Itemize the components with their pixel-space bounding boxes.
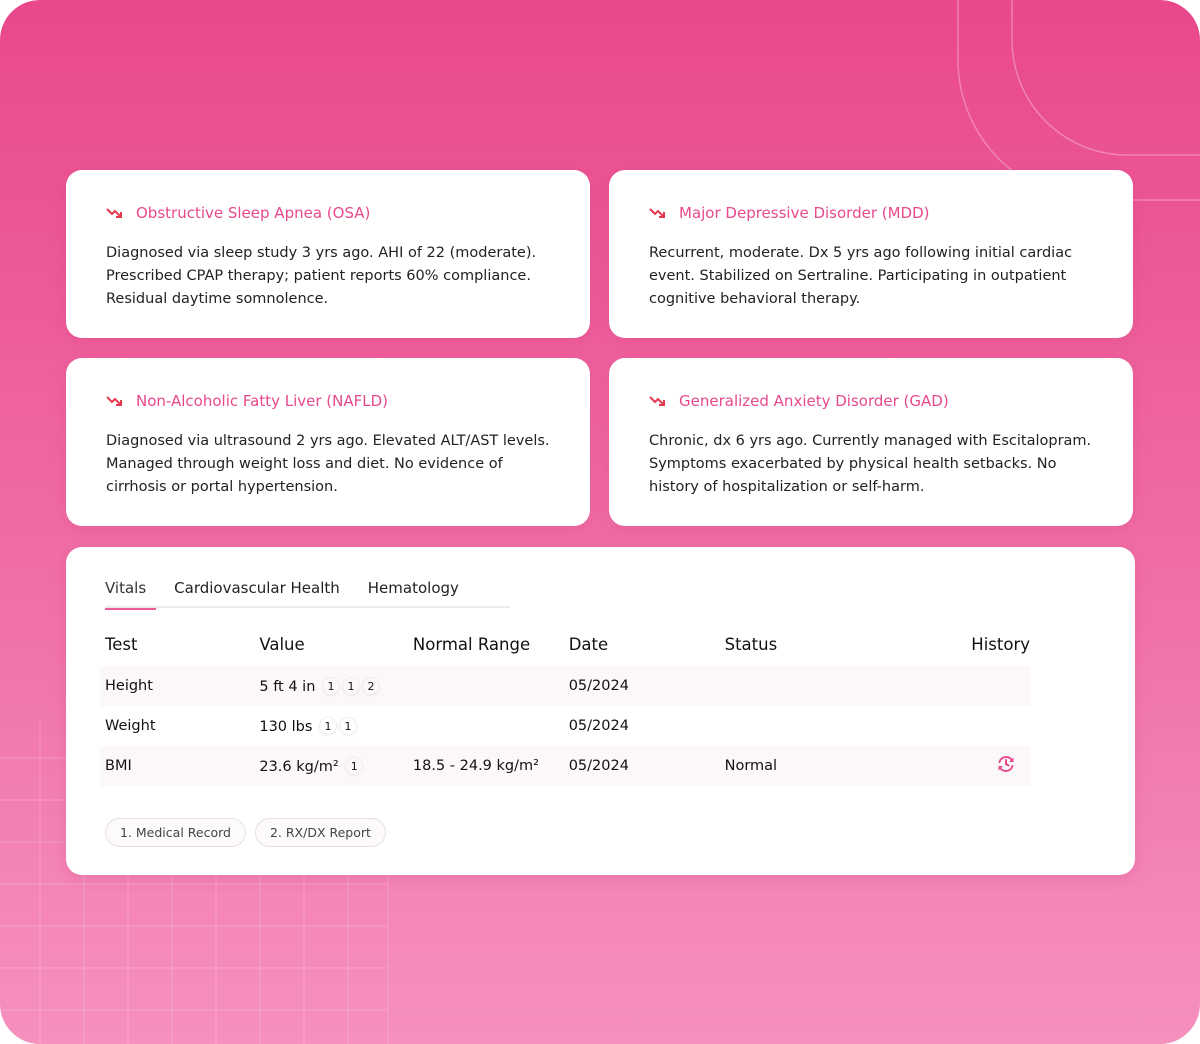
table-row: [100, 706, 1030, 746]
sources-list: [105, 818, 386, 847]
test-status: [720, 706, 875, 746]
condition-card-gad[interactable]: [609, 358, 1133, 526]
condition-title: Major Depressive Disorder (MDD): [679, 204, 930, 222]
history-cell: [874, 666, 1030, 706]
column-header: History: [971, 635, 1030, 654]
column-header: Test: [105, 635, 138, 654]
table-row: [100, 666, 1030, 706]
citation-badge[interactable]: 1: [339, 717, 357, 735]
column-header: Value: [259, 635, 305, 654]
condition-description: Diagnosed via sleep study 3 yrs ago. AHI of 22 (moderate). Prescribed CPAP therapy; patient reports 60% compliance. Residual daytime somnolence.: [106, 245, 537, 307]
table-row: [100, 746, 1030, 786]
test-value: [254, 666, 408, 706]
normal-range: [408, 706, 564, 746]
value-text: 5 ft 4 in: [259, 679, 316, 695]
citation-badge[interactable]: 1: [322, 677, 340, 695]
test-date: 05/2024: [564, 666, 720, 706]
trend-down-icon: [649, 394, 667, 408]
source-chip-rx-dx-report[interactable]: 2. RX/DX Report: [255, 818, 386, 847]
results-panel: [66, 547, 1135, 875]
condition-description: Recurrent, moderate. Dx 5 yrs ago following initial cardiac event. Stabilized on Sertraline. Participating in outpatient cognitive behavioral therapy.: [649, 245, 1073, 307]
test-name: Height: [100, 666, 254, 706]
source-chip-medical-record[interactable]: 1. Medical Record: [105, 818, 246, 847]
condition-description: Diagnosed via ultrasound 2 yrs ago. Elevated ALT/AST levels. Managed through weight loss and diet. No evidence of cirrhosis or portal hypertension.: [106, 433, 550, 495]
test-status: Normal: [720, 746, 875, 786]
test-value: [254, 746, 408, 786]
condition-title: Generalized Anxiety Disorder (GAD): [679, 392, 949, 410]
vitals-table: [100, 635, 1030, 786]
test-date: 05/2024: [568, 718, 629, 734]
test-name: Weight: [105, 718, 156, 734]
tab-cardiovascular-health[interactable]: Cardiovascular Health: [174, 579, 340, 597]
test-value: [254, 706, 408, 746]
condition-card-osa[interactable]: [66, 170, 590, 338]
condition-description: Chronic, dx 6 yrs ago. Currently managed with Escitalopram. Symptoms exacerbated by physical health setbacks. No history of hospitalization or self-harm.: [649, 433, 1092, 495]
trend-down-icon: [649, 206, 667, 220]
condition-title: Non-Alcoholic Fatty Liver (NAFLD): [136, 392, 389, 410]
value-text: 23.6 kg/m²: [259, 759, 339, 775]
test-name: BMI: [100, 746, 254, 786]
tab-vitals[interactable]: Vitals: [105, 577, 146, 608]
citation-badge[interactable]: 1: [345, 757, 363, 775]
tab-bar: [105, 577, 510, 608]
history-icon[interactable]: [996, 754, 1016, 774]
table-header-row: [100, 635, 1030, 666]
tab-hematology[interactable]: Hematology: [367, 579, 459, 597]
test-date: 05/2024: [564, 746, 720, 786]
trend-down-icon: [106, 394, 124, 408]
column-header: Status: [724, 635, 778, 654]
citation-badge[interactable]: 1: [342, 677, 360, 695]
value-text: 130 lbs: [259, 719, 313, 735]
test-status: [720, 666, 875, 706]
citation-badge[interactable]: 1: [319, 717, 337, 735]
column-header: Date: [568, 635, 609, 654]
citation-badge[interactable]: 2: [362, 677, 380, 695]
condition-title: Obstructive Sleep Apnea (OSA): [136, 204, 371, 222]
normal-range: [408, 666, 564, 706]
history-cell: [874, 706, 1030, 746]
column-header: Normal Range: [412, 635, 531, 654]
condition-card-nafld[interactable]: [66, 358, 590, 526]
trend-down-icon: [106, 206, 124, 220]
history-cell: [874, 746, 1030, 786]
condition-card-mdd[interactable]: [609, 170, 1133, 338]
normal-range: 18.5 - 24.9 kg/m²: [408, 746, 564, 786]
